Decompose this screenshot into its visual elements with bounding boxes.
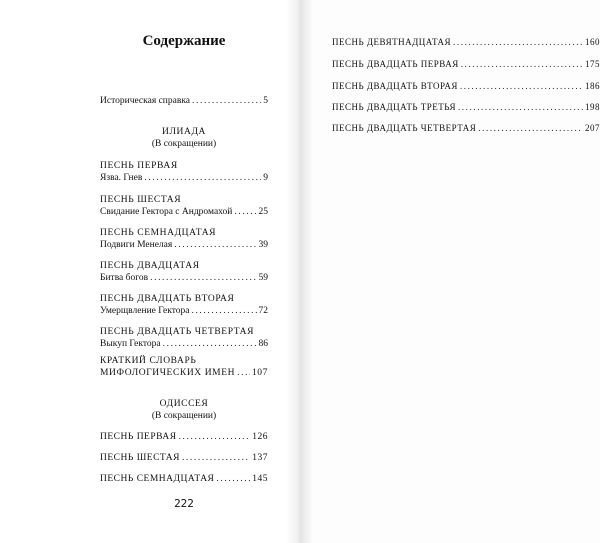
leader-dots: [216, 473, 250, 485]
toc-entry-label: ПЕСНЬ ДВАДЦАТЬ ПЕРВАЯ: [332, 59, 459, 69]
toc-title: Содержание: [142, 33, 226, 49]
toc-entry-page: 207: [585, 123, 600, 133]
section-title: ОДИССЕЯ: [159, 399, 209, 409]
leader-dots: [478, 122, 583, 134]
toc-entry-page: 59: [258, 273, 268, 283]
toc-entry-label: ПЕСНЬ ДВАДЦАТЬ ВТОРАЯ: [332, 81, 458, 91]
toc-entry-label: ПЕСНЬ ДВАДЦАТЬ ТРЕТЬЯ: [332, 102, 456, 112]
song-heading: ПЕСНЬ ПЕРВАЯ: [100, 161, 178, 171]
toc-entry[interactable]: [332, 58, 600, 70]
toc-entry-page: 107: [251, 368, 268, 378]
toc-entry-label: МИФОЛОГИЧЕСКИХ ИМЕН: [100, 368, 236, 378]
toc-entry[interactable]: [100, 473, 268, 485]
leader-dots: [192, 95, 261, 107]
leader-dots: [453, 36, 583, 48]
toc-entry-page: 137: [252, 453, 268, 463]
toc-entry-page: 86: [258, 339, 268, 349]
toc-entry[interactable]: [100, 305, 268, 317]
toc-entry-page: 25: [258, 207, 268, 217]
toc-entry-page: 198: [585, 102, 600, 112]
song-heading: ПЕСНЬ ШЕСТАЯ: [100, 195, 182, 205]
song-heading: ПЕСНЬ ДВАДЦАТАЯ: [100, 261, 200, 271]
leader-dots: [460, 80, 583, 92]
toc-entry[interactable]: [332, 122, 600, 134]
toc-entry[interactable]: [100, 272, 268, 284]
song-heading: ПЕСНЬ ДВАДЦАТЬ ВТОРАЯ: [100, 294, 235, 304]
toc-entry-label: ПЕСНЬ СЕМНАДЦАТАЯ: [100, 474, 215, 484]
toc-entry-page: 175: [585, 59, 600, 69]
leader-dots: [150, 272, 256, 284]
leader-dots: [179, 431, 251, 443]
toc-entry-label: Свидание Гектора с Андромахой: [100, 207, 233, 217]
toc-entry-label: Выкуп Гектора: [100, 339, 161, 349]
toc-entry-label: ПЕСНЬ ШЕСТАЯ: [100, 453, 180, 463]
leader-dots: [458, 101, 583, 113]
toc-entry[interactable]: [100, 206, 268, 218]
toc-entry[interactable]: [332, 101, 600, 113]
toc-entry-intro[interactable]: [100, 95, 268, 107]
toc-entry-label: Подвиги Менелая: [100, 240, 173, 250]
section-subtitle: (В сокращении): [151, 139, 217, 149]
song-heading: ПЕСНЬ ДВАДЦАТЬ ЧЕТВЕРТАЯ: [100, 327, 255, 337]
leader-dots: [174, 239, 256, 251]
toc-entry[interactable]: [100, 338, 268, 350]
toc-entry-label: Историческая справка: [100, 96, 191, 106]
toc-entry[interactable]: [100, 452, 268, 464]
toc-entry-label: Язва. Гнев: [100, 173, 143, 183]
book-gutter: [285, 0, 313, 543]
toc-entry[interactable]: [100, 431, 268, 443]
leader-dots: [237, 367, 250, 379]
toc-entry[interactable]: [100, 172, 268, 184]
toc-entry[interactable]: [100, 239, 268, 251]
toc-entry-label: Битва богов: [100, 273, 149, 283]
toc-entry-label: Умерщвление Гектора: [100, 306, 190, 316]
toc-entry-page: 186: [585, 81, 600, 91]
leader-dots: [234, 206, 256, 218]
leader-dots: [461, 58, 583, 70]
toc-entry-page: 126: [252, 432, 268, 442]
leader-dots: [144, 172, 261, 184]
toc-entry[interactable]: [332, 36, 600, 48]
toc-entry-label: ПЕСНЬ ДЕВЯТНАДЦАТАЯ: [332, 37, 452, 47]
toc-entry-page: 72: [258, 306, 268, 316]
section-title: ИЛИАДА: [162, 127, 206, 137]
toc-entry-page: 5: [263, 96, 268, 106]
dictionary-heading: КРАТКИЙ СЛОВАРЬ: [100, 356, 197, 366]
song-heading: ПЕСНЬ СЕМНАДЦАТАЯ: [100, 228, 217, 238]
toc-entry-label: ПЕСНЬ ПЕРВАЯ: [100, 432, 177, 442]
toc-entry-page: 145: [252, 474, 268, 484]
toc-entry[interactable]: [332, 80, 600, 92]
toc-entry-page: 160: [585, 37, 600, 47]
toc-entry-label: ПЕСНЬ ДВАДЦАТЬ ЧЕТВЕРТАЯ: [332, 123, 477, 133]
toc-entry-dictionary[interactable]: [100, 367, 268, 379]
leader-dots: [191, 305, 256, 317]
leader-dots: [163, 338, 257, 350]
toc-entry-page: 39: [258, 240, 268, 250]
leader-dots: [182, 452, 250, 464]
toc-entry-page: 9: [263, 173, 268, 183]
iliad-section-heading: [100, 126, 268, 150]
page-number: 222: [174, 497, 194, 510]
odyssey-section-heading: [100, 398, 268, 422]
section-subtitle: (В сокращении): [151, 411, 217, 421]
